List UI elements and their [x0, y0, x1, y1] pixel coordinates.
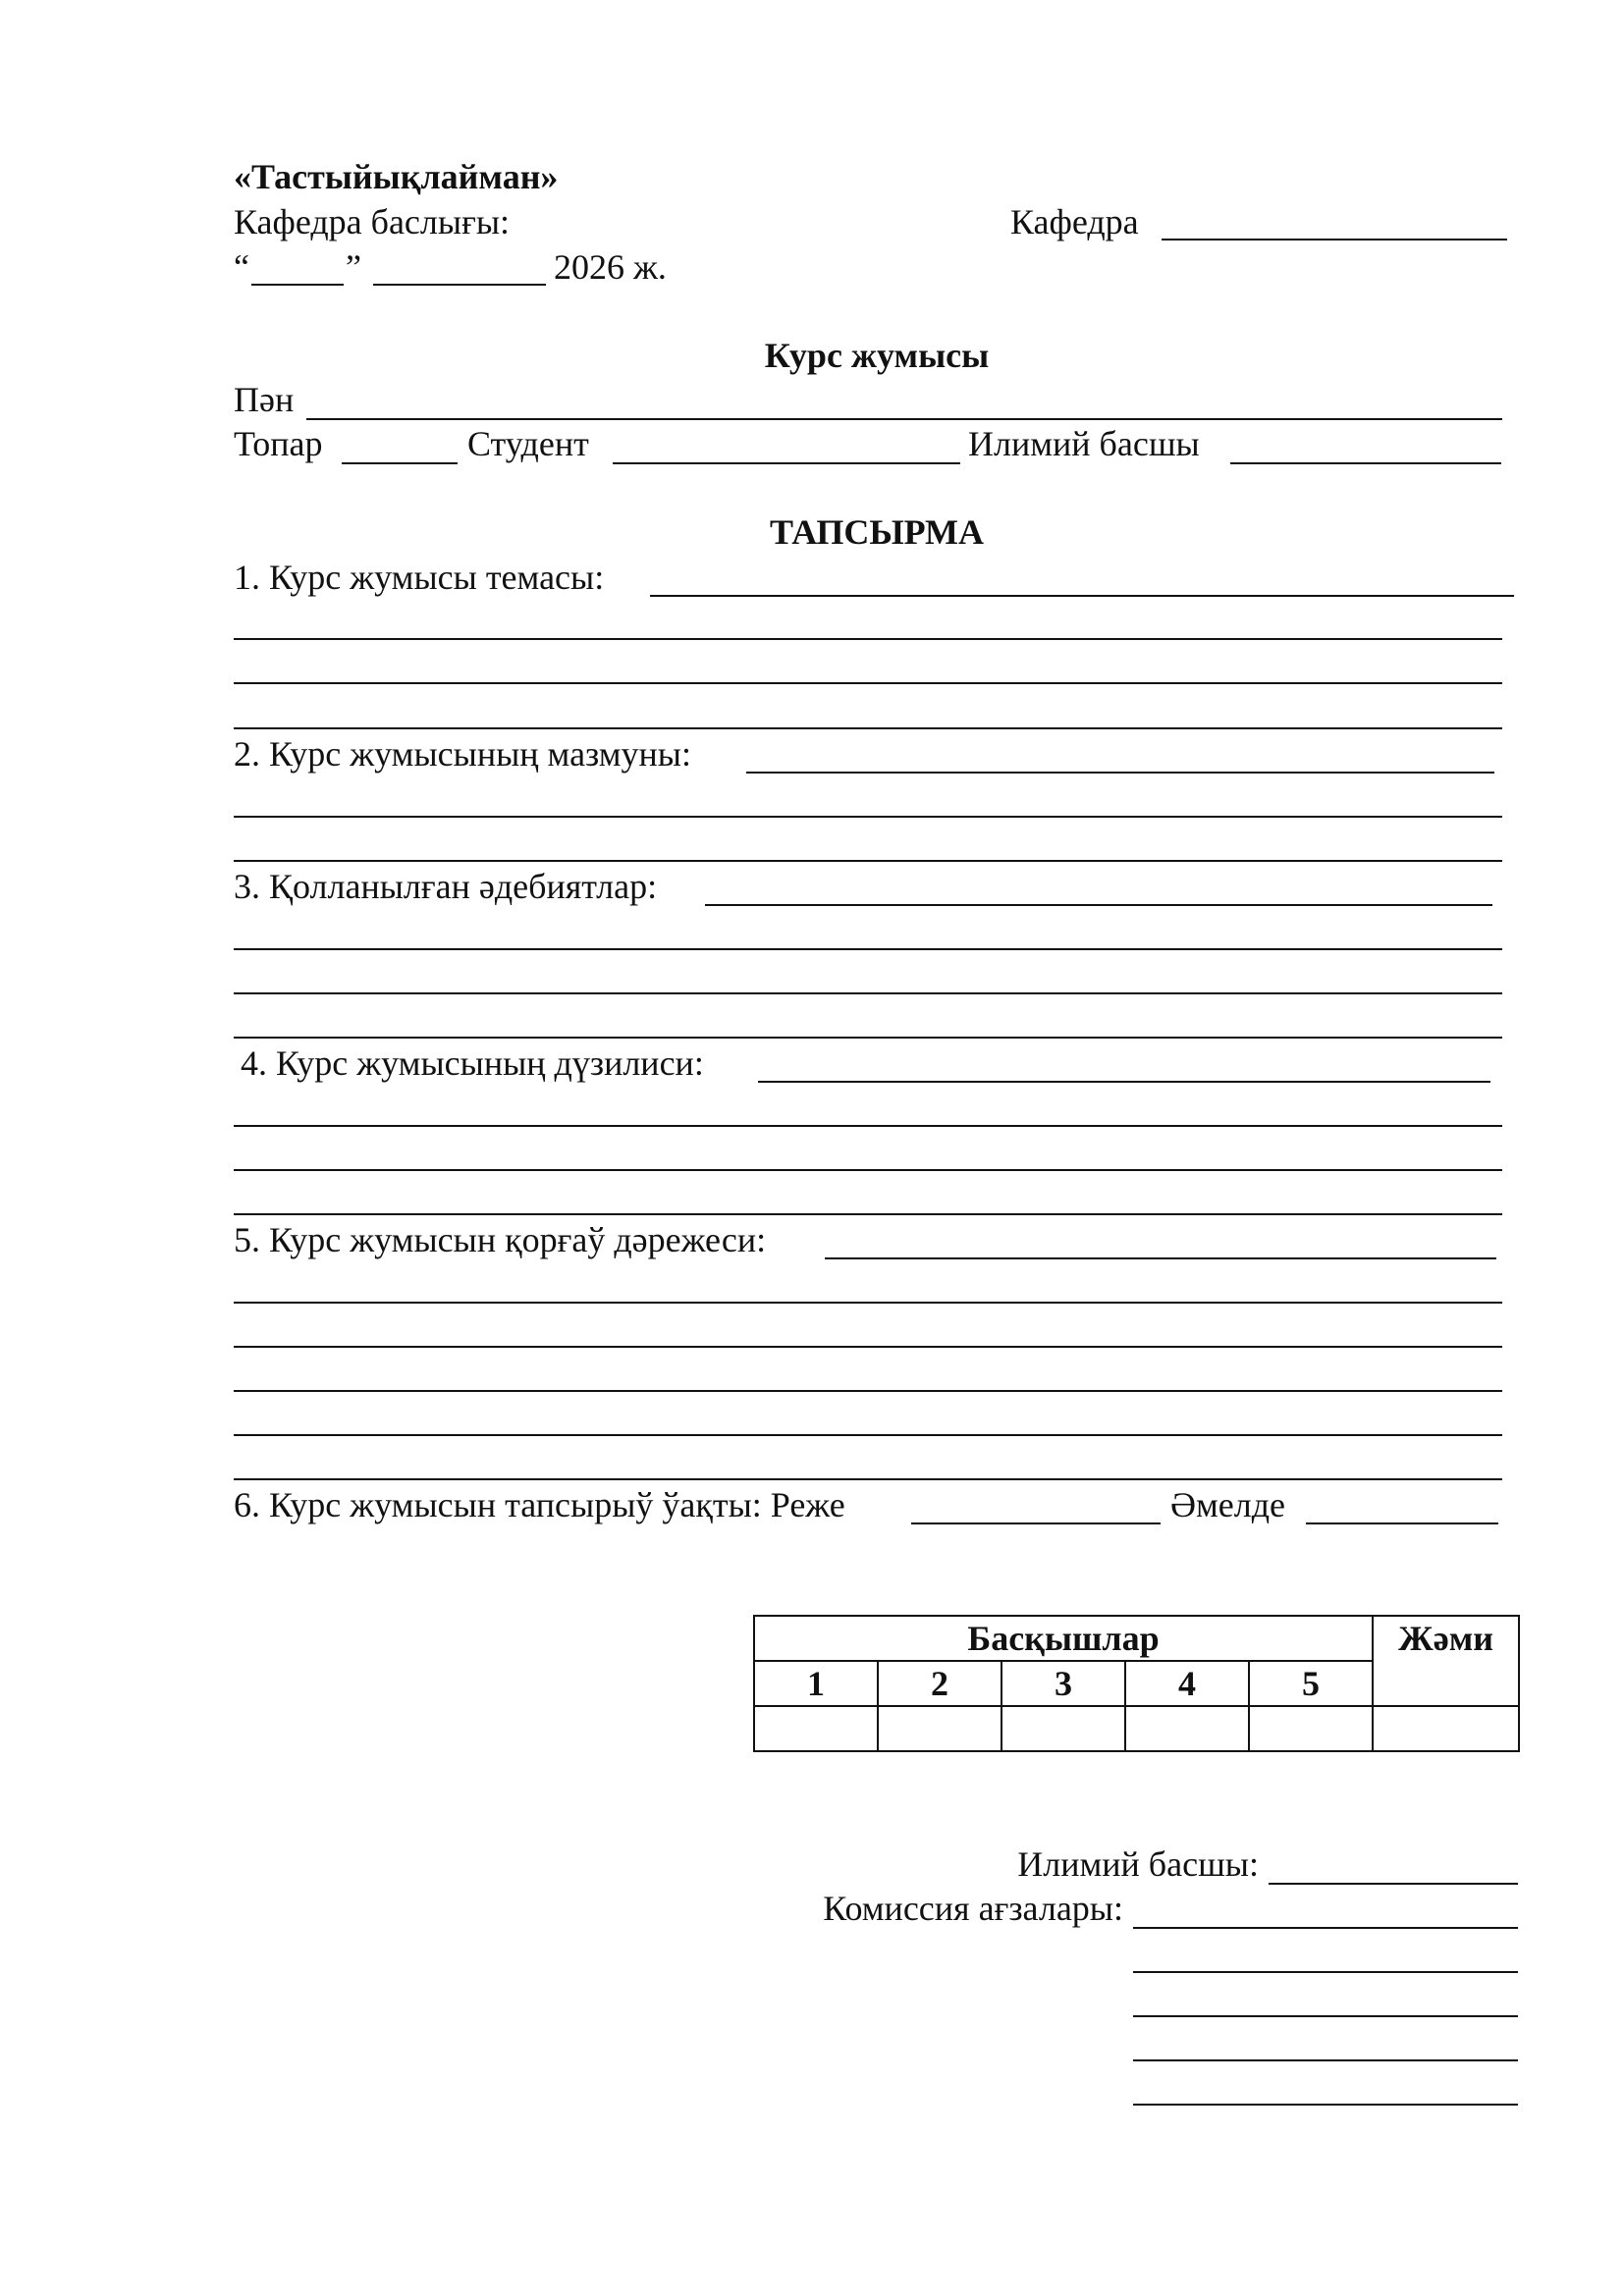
stages-header: Басқышлар	[754, 1616, 1373, 1661]
date-open-quote: “	[234, 247, 249, 287]
item-defense-line[interactable]	[234, 1434, 1502, 1436]
date-day-field[interactable]	[251, 284, 344, 286]
item-content-field[interactable]	[746, 772, 1494, 774]
item-theme-line[interactable]	[234, 727, 1502, 729]
item-literature-line[interactable]	[234, 948, 1502, 950]
stage-header: 5	[1249, 1661, 1373, 1706]
item-structure-field[interactable]	[758, 1081, 1490, 1083]
group-label: Топар	[234, 424, 323, 463]
department-label: Кафедра	[1010, 202, 1139, 241]
date-month-field[interactable]	[373, 284, 546, 286]
item-content-line[interactable]	[234, 860, 1502, 862]
course-work-heading: Курс жумысы	[764, 336, 990, 375]
item-defense-line[interactable]	[234, 1302, 1502, 1304]
item-structure-line[interactable]	[234, 1169, 1502, 1171]
date-year: 2026 ж.	[554, 247, 667, 287]
item-structure-line[interactable]	[234, 1125, 1502, 1127]
deadline-actual-field[interactable]	[1306, 1522, 1498, 1524]
item-theme-line[interactable]	[234, 682, 1502, 684]
stage-score-cell[interactable]	[754, 1706, 878, 1751]
grades-table	[753, 1615, 1520, 1752]
stage-header: 2	[878, 1661, 1001, 1706]
signature-commission-line[interactable]	[1133, 2059, 1518, 2061]
item-structure-line[interactable]	[234, 1213, 1502, 1215]
item-literature-label: 3. Қолланылған әдебиятлар:	[234, 867, 658, 906]
supervisor-field[interactable]	[1230, 462, 1501, 464]
student-label: Студент	[467, 424, 589, 463]
item-content-label: 2. Курс жумысының мазмуны:	[234, 734, 691, 774]
item-defense-line[interactable]	[234, 1390, 1502, 1392]
item-defense-field[interactable]	[825, 1257, 1496, 1259]
assignment-heading: ТАПСЫРМА	[770, 512, 984, 552]
department-head-label: Кафедра баслығы:	[234, 202, 511, 241]
subject-label: Пән	[234, 380, 295, 419]
date-close-quote: ”	[346, 247, 361, 287]
supervisor-label: Илимий басшы	[968, 424, 1200, 463]
department-field[interactable]	[1162, 239, 1507, 240]
item-literature-field[interactable]	[705, 904, 1492, 906]
group-field[interactable]	[342, 462, 458, 464]
total-header: Жәми	[1373, 1616, 1519, 1706]
total-score-cell[interactable]	[1373, 1706, 1519, 1751]
item-content-line[interactable]	[234, 816, 1502, 818]
signature-commission-line[interactable]	[1133, 2104, 1518, 2106]
item-theme-line[interactable]	[234, 638, 1502, 640]
deadline-label: 6. Курс жумысын тапсырыў ўақты: Реже	[234, 1485, 845, 1524]
item-literature-line[interactable]	[234, 992, 1502, 994]
signature-commission-label: Комиссия ағзалары:	[823, 1889, 1123, 1928]
stage-header: 4	[1125, 1661, 1249, 1706]
stage-score-cell[interactable]	[878, 1706, 1001, 1751]
stage-header: 1	[754, 1661, 878, 1706]
deadline-planned-field[interactable]	[911, 1522, 1161, 1524]
item-theme-field[interactable]	[650, 595, 1514, 597]
stage-score-cell[interactable]	[1125, 1706, 1249, 1751]
signature-supervisor-field[interactable]	[1269, 1883, 1518, 1885]
item-literature-line[interactable]	[234, 1037, 1502, 1039]
signature-commission-line[interactable]	[1133, 2015, 1518, 2017]
item-structure-label: 4. Курс жумысының дүзилиси:	[241, 1043, 704, 1083]
item-theme-label: 1. Курс жумысы темасы:	[234, 558, 605, 597]
subject-field[interactable]	[306, 418, 1502, 420]
signature-commission-field[interactable]	[1133, 1927, 1518, 1929]
stage-score-cell[interactable]	[1249, 1706, 1373, 1751]
signature-supervisor-label: Илимий басшы:	[1017, 1844, 1259, 1884]
approval-title: «Тастыйықлайман»	[234, 157, 559, 196]
item-defense-line[interactable]	[234, 1478, 1502, 1480]
student-field[interactable]	[613, 462, 960, 464]
signature-commission-line[interactable]	[1133, 1971, 1518, 1973]
stage-header: 3	[1001, 1661, 1125, 1706]
stage-score-cell[interactable]	[1001, 1706, 1125, 1751]
item-defense-label: 5. Курс жумысын қорғаў дәрежеси:	[234, 1220, 767, 1259]
deadline-actual-label: Әмелде	[1170, 1485, 1286, 1524]
item-defense-line[interactable]	[234, 1346, 1502, 1348]
